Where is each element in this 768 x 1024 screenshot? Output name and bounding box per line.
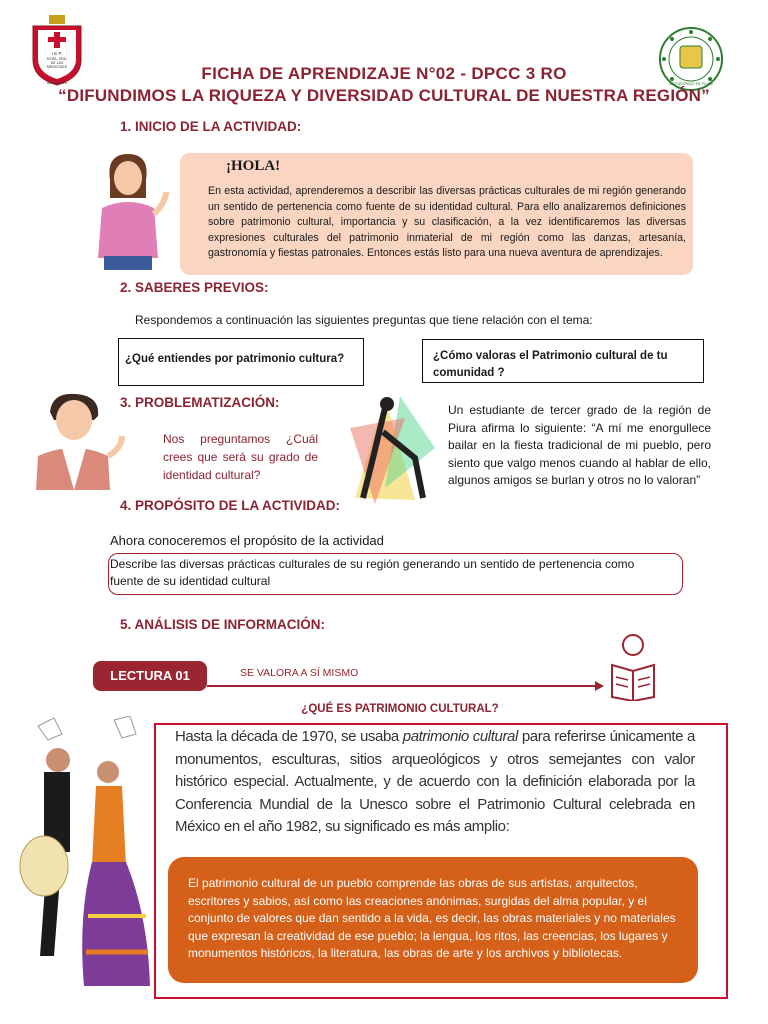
purpose-intro: Ahora conoceremos el propósito de la actividad [110,533,384,548]
section-1-heading: 1. INICIO DE LA ACTIVIDAD: [120,119,302,134]
student-case-text: Un estudiante de tercer grado de la región de Piura afirma lo siguiente: “A mí me enorgullece bailar en la fiesta tradicional de mi pueblo, pero siento que valgo menos cuando al hablar de ello, algunos amigos se burlan y otros no lo valoran” [448,403,711,487]
prior-knowledge-intro: Respondemos a continuación las siguientes preguntas que tiene relación con el tema: [135,313,593,327]
arrow-line [207,685,597,687]
reading-label: LECTURA 01 [93,661,207,691]
svg-text:NTRA. SRA.: NTRA. SRA. [46,57,68,61]
section-4-heading: 4. PROPÓSITO DE LA ACTIVIDAD: [120,498,341,513]
svg-text:MERCEDES: MERCEDES [46,65,68,69]
definition-text: El patrimonio cultural de un pueblo comprende las obras de sus artistas, arquitectos, escritores y sabios, así como las creaciones anónimas, surgidas del alma popular, y el conjunto de valores que dan sentido a la vida, es decir, las obras materiales y no materiales que expresan la creatividad de ese pueblo; la lengua, los ritos, las creencias, los lugares y monumentos históricos, la literatura, las obras de arte y los archivos y bibliotecas. [188,876,676,961]
question-1-text: ¿Qué entiendes por patrimonio cultura? [125,353,345,365]
worksheet-title: FICHA DE APRENDIZAJE N°02 - DPCC 3 RO [201,64,567,83]
section-5-heading: 5. ANÁLISIS DE INFORMACIÓN: [120,617,326,632]
worksheet-subtitle: “DIFUNDIMOS LA RIQUEZA Y DIVERSIDAD CULTURAL DE NUESTRA REGIÓN” [58,86,710,105]
purpose-text: Describe las diversas prácticas culturales de su región generando un sentido de pertenencia como fuente de su identidad cultural [110,557,635,588]
question-box-2[interactable] [422,339,704,383]
arrow-right-icon [595,681,604,691]
italic-term: patrimonio cultural [402,728,518,745]
section-2-heading: 2. SABERES PREVIOS: [120,280,269,295]
traditional-dancers-image [18,716,152,1012]
greeting-title: ¡HOLA! [226,158,281,174]
marinera-dancers-image [345,388,440,508]
problem-question: Nos preguntamos ¿Cuál crees que será su grado de identidad cultural? [163,432,318,482]
reading-subtitle: SE VALORA A SÍ MISMO [240,667,359,679]
question-box-1[interactable] [118,338,364,386]
reader-icon [604,633,662,701]
svg-text:ARZOBISPADO DE PIURA: ARZOBISPADO DE PIURA [669,82,713,86]
boy-illustration [30,390,126,490]
girl-illustration [88,150,170,272]
history-paragraph: Hasta la década de 1970, se usaba patrimonio cultural para referirse únicamente a monumentos, esculturas, sitios arqueológicos y otros semejantes con valor histórico especial. Actualmente, y de acuerdo con la definición elaborada por la Conferencia Mundial de la Unesco sobre el Patrimonio Cultural celebrada en México en el año 1982, su significado es más amplio: [175,728,695,835]
svg-text:BELLAVISTA: BELLAVISTA [47,81,67,85]
svg-text:I.E.P.: I.E.P. [51,51,63,56]
svg-text:DE LAS: DE LAS [50,61,64,65]
section-3-heading: 3. PROBLEMATIZACIÓN: [120,395,280,410]
greeting-text: En esta actividad, aprenderemos a describir las diversas prácticas culturales de mi región generando un sentido de pertenencia como fuente de su identidad cultural. Para ello analizaremos definiciones sobre patrimonio cultural, importancia y su clasificación, a la vez identificaremos las diversas expresiones culturales del patrimonio inmaterial de mi región como las danzas, artesanía, gastronomía y fiestas patronales. Entonces estás listo para una nueva aventura de aprendizajes. [208,185,686,260]
question-2-text: ¿Cómo valoras el Patrimonio cultural de tu comunidad ? [433,350,668,379]
reading-question-title: ¿QUÉ ES PATRIMONIO CULTURAL? [301,703,499,715]
